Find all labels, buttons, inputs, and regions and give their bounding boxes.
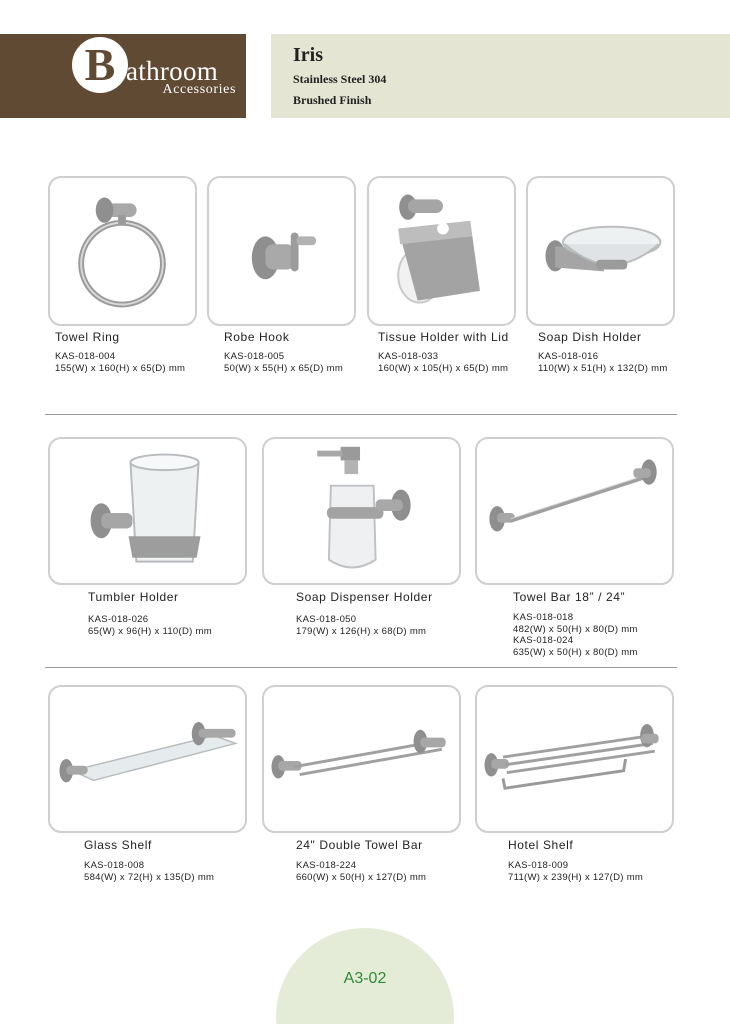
product-code: KAS-018-026: [88, 614, 149, 625]
product-name: Tumbler Holder: [88, 590, 179, 604]
product-card-towel-ring: [48, 176, 197, 326]
product-card-soap-dish: [526, 176, 675, 326]
tissue-holder-icon: [369, 178, 514, 324]
product-name: Hotel Shelf: [508, 838, 574, 852]
product-name: Robe Hook: [224, 330, 290, 344]
product-dimensions: 711(W) x 239(H) x 127(D) mm: [508, 871, 644, 883]
towel-bar-icon: [477, 439, 672, 583]
product-card-double-towel-bar: [262, 685, 461, 833]
product-info: [378, 351, 508, 374]
product-card-towel-bar: [475, 437, 674, 585]
product-name: Towel Bar 18” / 24”: [513, 590, 626, 604]
product-dimensions: 160(W) x 105(H) x 65(D) mm: [378, 362, 509, 374]
product-name: 24" Double Towel Bar: [296, 838, 423, 852]
product-card-glass-shelf: [48, 685, 247, 833]
product-dimensions: 155(W) x 160(H) x 65(D) mm: [55, 362, 186, 374]
product-info: [88, 614, 212, 637]
product-name: Tissue Holder with Lid: [378, 330, 509, 344]
page-number: A3-02: [343, 970, 387, 987]
series-finish: Brushed Finish: [293, 93, 372, 107]
product-card-tissue-holder: [367, 176, 516, 326]
product-dimensions: 110(W) x 51(H) x 132(D) mm: [538, 362, 668, 374]
series-material: Stainless Steel 304: [293, 72, 387, 86]
product-code: KAS-018-009: [508, 860, 569, 871]
product-info: [513, 612, 638, 658]
product-name: Towel Ring: [55, 330, 120, 344]
product-code: KAS-018-224: [296, 860, 357, 871]
product-info: [538, 351, 668, 374]
series-spec-block: [271, 34, 730, 118]
product-dimensions: 179(W) x 126(H) x 68(D) mm: [296, 625, 427, 637]
robe-hook-icon: [209, 178, 354, 324]
product-code: KAS-018-004: [55, 351, 116, 362]
brand-title: athroom: [126, 56, 219, 86]
product-info: [296, 614, 426, 637]
product-card-tumbler-holder: [48, 437, 247, 585]
product-info: [84, 860, 214, 883]
hotel-shelf-icon: [477, 687, 672, 831]
row-divider: [45, 667, 677, 668]
product-code: KAS-018-024: [513, 635, 574, 646]
product-code: KAS-018-033: [378, 351, 439, 362]
product-card-robe-hook: [207, 176, 356, 326]
product-card-hotel-shelf: [475, 685, 674, 833]
product-dimensions: 635(W) x 50(H) x 80(D) mm: [513, 646, 638, 658]
product-code: KAS-018-005: [224, 351, 285, 362]
product-code: KAS-018-018: [513, 612, 574, 623]
brand-initial: B: [84, 39, 116, 90]
tumbler-holder-icon: [50, 439, 245, 583]
product-code: KAS-018-050: [296, 614, 357, 625]
row-divider: [45, 414, 677, 415]
product-name: Soap Dispenser Holder: [296, 590, 433, 604]
product-dimensions: 660(W) x 50(H) x 127(D) mm: [296, 871, 427, 883]
product-info: [224, 351, 343, 374]
product-card-soap-dispenser: [262, 437, 461, 585]
double-towel-bar-icon: [264, 687, 459, 831]
brand-logo-block: [0, 34, 246, 118]
product-dimensions: 482(W) x 50(H) x 80(D) mm: [513, 623, 638, 635]
brand-subtitle: Accessories: [162, 82, 236, 97]
soap-dish-icon: [528, 178, 673, 324]
product-code: KAS-018-016: [538, 351, 599, 362]
product-dimensions: 584(W) x 72(H) x 135(D) mm: [84, 871, 215, 883]
product-dimensions: 50(W) x 55(H) x 65(D) mm: [224, 362, 344, 374]
glass-shelf-icon: [50, 687, 245, 831]
product-name: Glass Shelf: [84, 838, 152, 852]
product-dimensions: 65(W) x 96(H) x 110(D) mm: [88, 625, 212, 637]
soap-dispenser-icon: [264, 439, 459, 583]
towel-ring-icon: [50, 178, 195, 324]
product-info: [296, 860, 426, 883]
product-info: [508, 860, 643, 883]
product-info: [55, 351, 185, 374]
product-name: Soap Dish Holder: [538, 330, 642, 344]
series-name: Iris: [293, 44, 323, 66]
product-code: KAS-018-008: [84, 860, 145, 871]
